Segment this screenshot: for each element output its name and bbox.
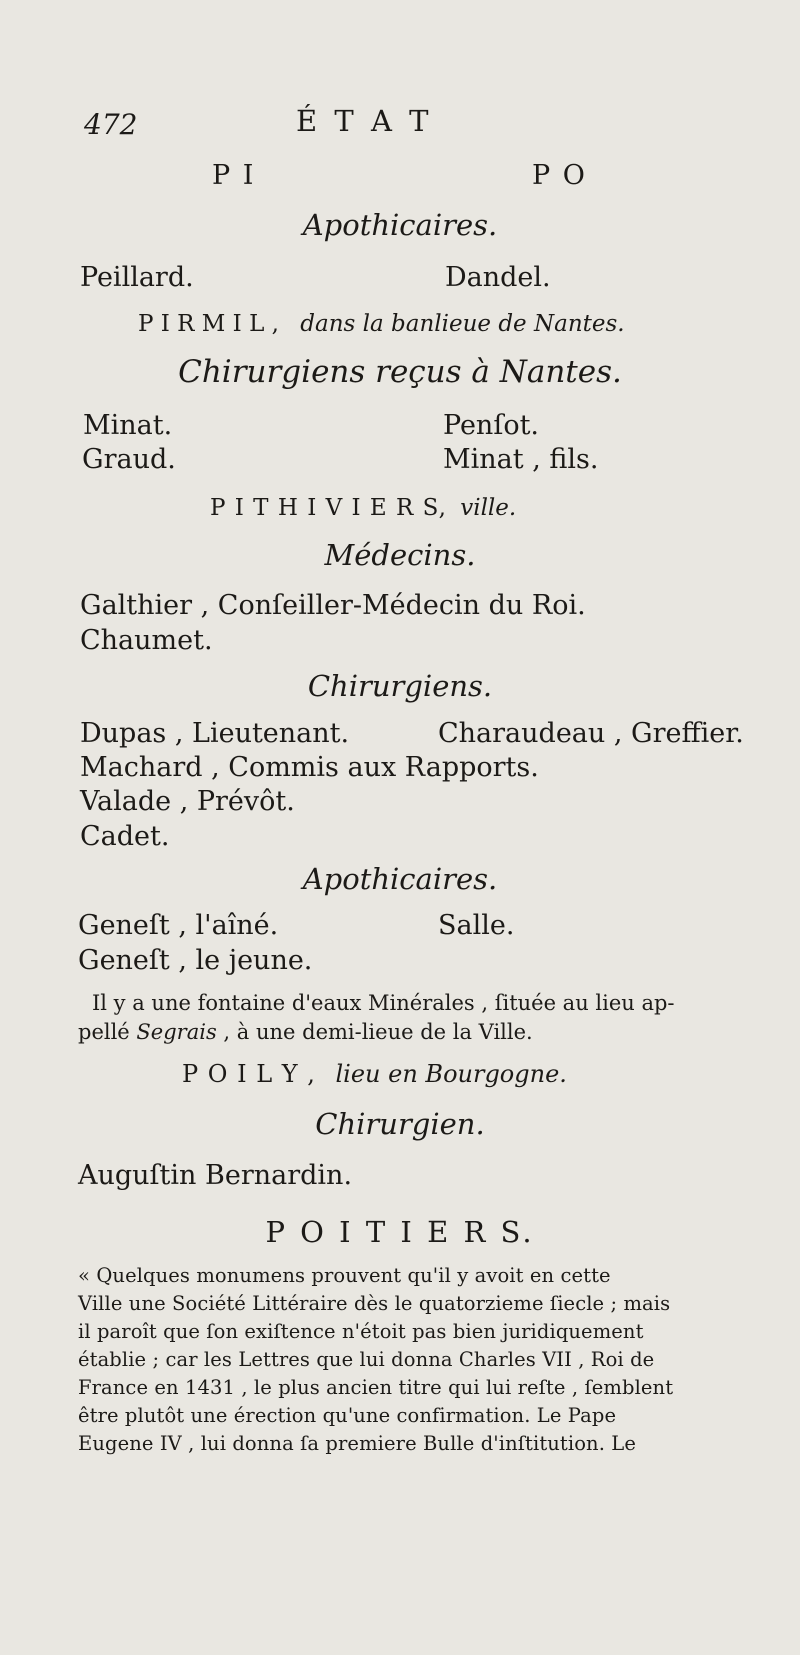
note-text: [78, 1020, 533, 1044]
note-text-part: , à une demi-lieue de la Ville.: [223, 1020, 533, 1044]
place-entry: [138, 311, 625, 337]
section-heading: Médecins.: [324, 538, 476, 572]
paragraph-line: Eugene IV , lui donna ſa premiere Bulle d'inſtitution. Le: [78, 1432, 636, 1455]
name-entry: Penſot.: [443, 410, 540, 441]
section-heading: Chirurgiens reçus à Nantes.: [178, 354, 622, 390]
paragraph-line: « Quelques monumens prouvent qu'il y avoit en cette: [78, 1264, 611, 1287]
note-text-part: pellé: [78, 1020, 130, 1044]
name-entry: Machard , Commis aux Rapports.: [80, 752, 539, 783]
paragraph-line: être plutôt une érection qu'une confirmation. Le Pape: [78, 1404, 617, 1427]
name-entry: Peillard.: [80, 262, 194, 293]
name-entry: Chaumet.: [80, 625, 213, 656]
name-entry: Geneſt , le jeune.: [78, 945, 313, 976]
section-heading: Apothicaires.: [302, 862, 498, 896]
name-entry: Charaudeau , Greffier.: [438, 718, 744, 749]
paragraph-line: établie ; car les Lettres que lui donna Charles VII , Roi de: [78, 1348, 655, 1371]
name-entry: Galthier , Conſeiller-Médecin du Roi.: [80, 590, 586, 621]
section-heading: Apothicaires.: [302, 208, 498, 242]
name-entry: Valade , Prévôt.: [80, 786, 295, 817]
place-description: dans la banlieue de Nantes.: [300, 311, 625, 337]
place-description: ville.: [460, 495, 517, 521]
paragraph-line: Ville une Société Littéraire dès le quatorzieme ſiecle ; mais: [78, 1292, 671, 1315]
name-entry: Minat.: [83, 410, 173, 441]
name-entry: Salle.: [438, 910, 515, 941]
section-heading: Chirurgien.: [315, 1107, 485, 1141]
section-heading: P O I T I E R S.: [265, 1215, 535, 1249]
name-entry: Auguſtin Bernardin.: [78, 1160, 353, 1191]
note-text: Il y a une fontaine d'eaux Minérales , ſituée au lieu ap-: [92, 991, 675, 1015]
place-name: P I R M I L ,: [138, 311, 279, 337]
place-description: lieu en Bourgogne.: [335, 1060, 567, 1088]
place-name: P I T H I V I E R S,: [210, 495, 447, 521]
page-number: 472: [84, 108, 138, 141]
paragraph-line: il paroît que ſon exiſtence n'étoit pas bien juridiquement: [78, 1320, 644, 1343]
paragraph-line: France en 1431 , le plus ancien titre qui lui reſte , ſemblent: [78, 1376, 674, 1399]
name-entry: Cadet.: [80, 821, 170, 852]
place-entry: [210, 495, 516, 521]
section-heading: Chirurgiens.: [307, 669, 493, 703]
name-entry: Minat , fils.: [443, 444, 599, 475]
name-entry: Dupas , Lieutenant.: [80, 718, 350, 749]
place-name: P O I L Y ,: [182, 1060, 316, 1088]
place-name-italic: Segrais: [136, 1020, 217, 1044]
name-entry: Geneſt , l'aîné.: [78, 910, 279, 941]
place-entry: [182, 1060, 567, 1088]
name-entry: Graud.: [82, 444, 176, 475]
guide-word-right: P O: [532, 160, 587, 191]
guide-word-left: P I: [212, 160, 256, 191]
name-entry: Dandel.: [445, 262, 551, 293]
running-title: É T A T: [296, 104, 433, 138]
